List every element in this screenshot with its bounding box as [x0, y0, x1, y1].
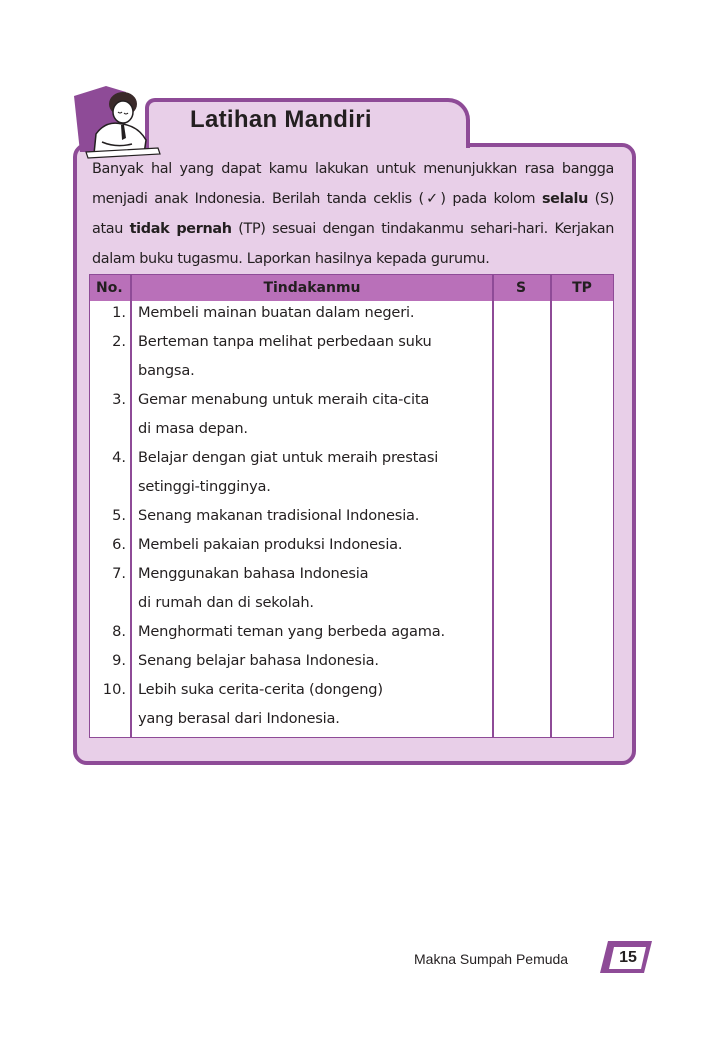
- table-row: [90, 475, 613, 504]
- row-number: 4.: [112, 449, 126, 466]
- intro-text-1: Banyak hal yang dapat kamu lakukan untuk menunjukkan rasa bangga menjadi anak Indonesia. Berilah tanda ceklis (✓) pada kolom: [92, 161, 614, 207]
- row-action-text: di masa depan.: [138, 420, 248, 437]
- header-no: No.: [96, 280, 123, 296]
- row-action-text: Menggunakan bahasa Indonesia: [138, 565, 369, 582]
- intro-text-3: (TP) sesuai dengan tindakanmu sehari-hari. Kerjakan dalam buku tugasmu. Laporkan hasilnya kepada gurumu.: [92, 221, 614, 267]
- row-action-text: Membeli mainan buatan dalam negeri.: [138, 304, 415, 321]
- header-tp: TP: [572, 280, 592, 296]
- row-number: 8.: [112, 623, 126, 640]
- intro-text-2: (S) atau: [92, 191, 614, 237]
- table-header: [90, 275, 613, 301]
- table-row: [90, 330, 613, 359]
- table-row: [90, 417, 613, 446]
- row-action-text: bangsa.: [138, 362, 195, 379]
- row-number: 6.: [112, 536, 126, 553]
- row-action-text: yang berasal dari Indonesia.: [138, 710, 340, 727]
- table-row: [90, 359, 613, 388]
- table-row: [90, 562, 613, 591]
- table-row: [90, 649, 613, 678]
- row-number: 1.: [112, 304, 126, 321]
- row-number: 3.: [112, 391, 126, 408]
- instructions-paragraph: [92, 154, 614, 274]
- row-number: 9.: [112, 652, 126, 669]
- row-action-text: Senang makanan tradisional Indonesia.: [138, 507, 420, 524]
- row-action-text: Menghormati teman yang berbeda agama.: [138, 623, 445, 640]
- action-table: [89, 274, 614, 738]
- row-action-text: setinggi-tingginya.: [138, 478, 271, 495]
- page-number: 15: [619, 949, 637, 966]
- section-title: Latihan Mandiri: [190, 106, 372, 133]
- table-row: [90, 620, 613, 649]
- table-row: [90, 533, 613, 562]
- intro-bold-selalu: selalu: [541, 191, 588, 207]
- row-number: 10.: [102, 681, 126, 698]
- table-row: [90, 591, 613, 620]
- header-s: S: [515, 280, 527, 296]
- student-writing-illustration: [66, 82, 166, 164]
- row-action-text: Senang belajar bahasa Indonesia.: [138, 652, 379, 669]
- row-action-text: Membeli pakaian produksi Indonesia.: [138, 536, 403, 553]
- table-row: [90, 301, 613, 330]
- table-row: [90, 707, 613, 736]
- table-row: [90, 504, 613, 533]
- table-row: [90, 678, 613, 707]
- row-action-text: Lebih suka cerita-cerita (dongeng): [138, 681, 383, 698]
- row-action-text: Belajar dengan giat untuk meraih prestasi: [138, 449, 439, 466]
- row-number: 5.: [112, 507, 126, 524]
- intro-bold-tidak-pernah: tidak pernah: [129, 221, 232, 237]
- row-number: 7.: [112, 565, 126, 582]
- row-number: 2.: [112, 333, 126, 350]
- table-row: [90, 388, 613, 417]
- row-action-text: Gemar menabung untuk meraih cita-cita: [138, 391, 430, 408]
- header-action: Tindakanmu: [263, 280, 361, 296]
- row-action-text: Berteman tanpa melihat perbedaan suku: [138, 333, 432, 350]
- table-row: [90, 446, 613, 475]
- row-action-text: di rumah dan di sekolah.: [138, 594, 314, 611]
- chapter-title: Makna Sumpah Pemuda: [414, 951, 569, 967]
